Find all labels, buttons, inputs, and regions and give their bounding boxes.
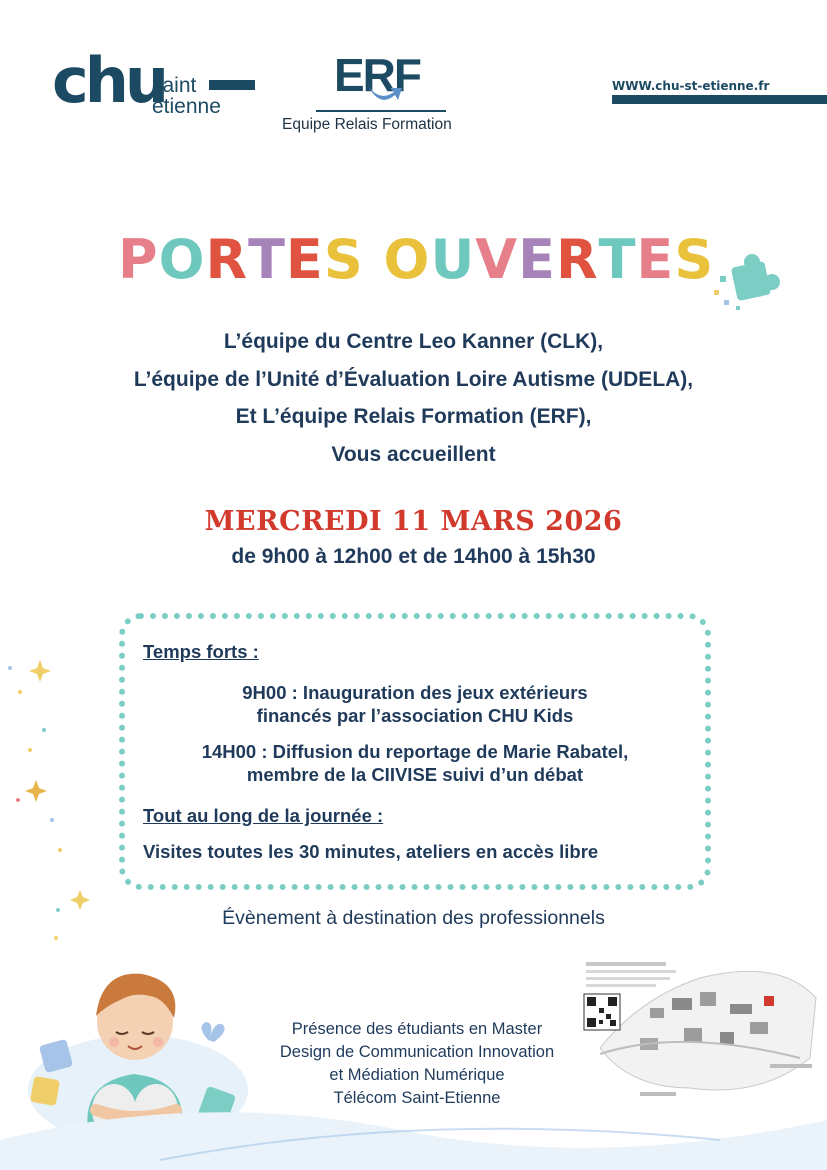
chu-logo-bar [209, 80, 255, 90]
allday-text: Visites toutes les 30 minutes, ateliers en accès libre [143, 841, 599, 862]
title-letter: E [285, 228, 324, 291]
event-date: MERCREDI 11 MARS 2026 [204, 506, 623, 537]
title-letter: E [636, 228, 675, 291]
title-letter: U [430, 228, 476, 291]
qr-code[interactable] [584, 994, 620, 1030]
event-hours: de 9h00 à 12h00 et de 14h00 à 15h30 [231, 545, 596, 568]
title-letter [364, 228, 384, 291]
intro-block [0, 327, 827, 477]
students-line: Télécom Saint-Etienne [333, 1089, 501, 1107]
event-item [130, 681, 700, 727]
event-line: 9H00 : Inauguration des jeux extérieurs [242, 682, 588, 703]
intro-line: L’équipe de l’Unité d’Évaluation Loire Autisme (UDELA), [133, 367, 694, 391]
title-letter: P [118, 228, 159, 291]
intro-line: L’équipe du Centre Leo Kanner (CLK), [223, 330, 604, 353]
title-letter: R [205, 228, 249, 291]
event-line: membre de la CIIVISE suivi d’un débat [246, 764, 584, 785]
title-letter: S [323, 228, 364, 291]
chu-logo-line1: saint [152, 74, 197, 97]
title-letter: O [383, 228, 431, 291]
intro-line: Et L’équipe Relais Formation (ERF), [235, 405, 592, 428]
chu-logo-line2: étienne [152, 95, 221, 118]
event-line: financés par l’association CHU Kids [256, 705, 574, 726]
title-letter: E [518, 228, 556, 291]
sparkles-decoration [0, 620, 110, 960]
puzzle-piece-icon [712, 252, 784, 314]
title-letter: T [248, 228, 286, 291]
chu-logo [52, 44, 262, 140]
title-letter: T [598, 228, 637, 291]
url-bar [612, 95, 827, 104]
erf-logo [282, 48, 497, 138]
highlights-label: Temps forts : [143, 641, 259, 662]
students-line: Design de Communication Innovation [279, 1043, 555, 1061]
title-letter: R [555, 228, 599, 291]
audience-note: Évènement à destination des professionnels [222, 907, 605, 929]
students-line: et Médiation Numérique [329, 1066, 505, 1084]
erf-arrow-icon [366, 80, 406, 106]
event-item [130, 740, 700, 786]
title-letter: S [674, 228, 715, 291]
campus-map [580, 958, 820, 1108]
students-note [252, 1018, 582, 1110]
intro-line: Vous accueillent [331, 442, 496, 466]
title-letter: V [475, 228, 519, 291]
website-url[interactable]: WWW.chu-st-etienne.fr [612, 79, 770, 93]
erf-logo-underline [316, 110, 446, 112]
event-line: 14H00 : Diffusion du reportage de Marie Rabatel, [201, 741, 629, 762]
allday-label: Tout au long de la journée : [143, 805, 384, 826]
erf-logo-subtitle: Equipe Relais Formation [282, 116, 452, 133]
chu-logo-letters: chu [52, 44, 166, 117]
erf-logo-letters: ERF [334, 49, 420, 101]
title-letter: O [158, 228, 206, 291]
page-title [118, 228, 714, 291]
students-line: Présence des étudiants en Master [291, 1020, 543, 1038]
